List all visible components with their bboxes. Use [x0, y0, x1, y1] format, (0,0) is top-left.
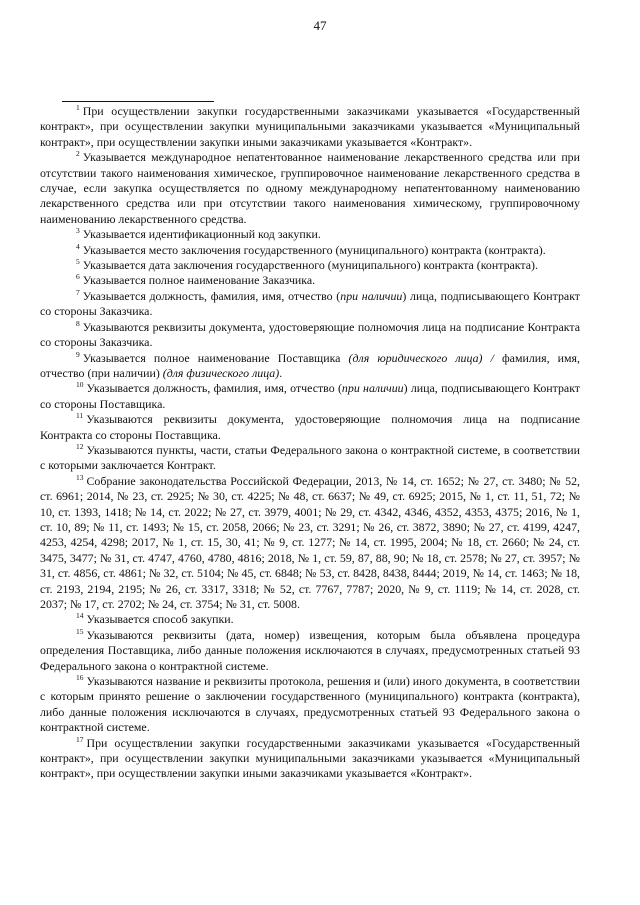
footnote-number: 13 — [76, 472, 84, 482]
footnote-text: Указывается должность, фамилия, имя, отчество ( — [86, 381, 342, 396]
footnote-11 — [40, 412, 580, 443]
footnote-text: Указывается способ закупки. — [86, 612, 234, 627]
footnote-italic-text: (для физического лица) — [162, 365, 280, 380]
footnote-7 — [40, 289, 580, 320]
footnote-text: Собрание законодательства Российской Федерации, 2013, № 14, ст. 1652; № 27, ст. 3480; № 52, ст. 6961; 2014, № 23, ст. 2925; № 30, ст. 4225; № 48, ст. 6637; № 49, ст. 6925; 2015, № 1, ст. 11, 51, 72; № 10, ст. 1393, 1418; № 14, ст. 2022; № 27, ст. 3979, 4001; № 29, ст. 4342, 4346, 4352, 4353, 4375; 2016, № 1, ст. 10, 89; № 11, ст. 1493; № 15, ст. 2058, 2066; № 23, ст. 3291; № 26, ст. 3872, 3890; № 27, ст. 4199, 4247, 4253, 4254, 4298; 2017, № 1, ст. 15, 30, 41; № 9, ст. 1277; № 14, ст. 1995, 2004; № 18, ст. 2660; № 24, ст. 3475, 3477; № 31, ст. 4747, 4760, 4780, 4816; 2018, № 1, ст. 59, 87, 88, 90; № 18, ст. 2578; № 27, ст. 3957; № 31, ст. 4856, ст. 4861; № 32, ст. 5104; № 45, ст. 6848; № 53, ст. 8428, 8438, 8444; 2019, № 14, ст. 1463; № 18, ст. 2193, 2194, 2195; № 26, ст. 3317, 3318; № 52, ст. 7767, 7787; 2020, № 9, ст. 1119; № 14, ст. 2028, ст. 2037; № 17, ст. 2702; № 24, ст. 3754; № 31, ст. 5008. — [40, 473, 580, 611]
footnote-text: Указываются название и реквизиты протокола, решения и (или) иного документа, в соответствии с которым принято решение о заключении государственного (муниципального) контракта (контракта), либо данные положения исключаются в случаях, предусмотренных статьей 93 Федерального закона о контрактной системе. — [40, 674, 580, 735]
footnote-italic-text: (для юридического лица) / — [348, 350, 494, 365]
footnote-number: 6 — [76, 272, 80, 282]
footnote-6 — [40, 273, 580, 288]
footnote-separator — [62, 101, 214, 102]
footnote-text: Указывается полное наименование Поставщика — [82, 350, 349, 365]
footnote-italic-text: при наличии — [340, 288, 403, 303]
footnotes-block — [40, 104, 580, 782]
footnote-number: 3 — [76, 226, 80, 236]
footnote-1 — [40, 104, 580, 150]
footnote-text: Указываются реквизиты (дата, номер) извещения, которым была объявлена процедура определения Поставщика, либо данные положения исключаются в случаях, предусмотренных статьей 93 Федерального закона о контрактной системе. — [40, 627, 580, 673]
footnote-text: ) лица, подписывающего Контракт со стороны Поставщика. — [40, 381, 581, 411]
footnote-number: 11 — [76, 411, 84, 421]
footnote-italic-text: при наличии — [341, 381, 404, 396]
footnote-text: При осуществлении закупки государственными заказчиками указывается «Государственный контракт», при осуществлении закупки муниципальными заказчиками указывается «Муниципальный контракт», при осуществлении закупки иными заказчиками указывается «Контракт». — [40, 735, 580, 781]
footnote-text: Указываются реквизиты документа, удостоверяющие полномочия лица на подписание Контракта со стороны Поставщика. — [40, 412, 580, 442]
footnote-17 — [40, 736, 580, 782]
footnote-4 — [40, 243, 580, 258]
footnote-text: Указываются пункты, части, статьи Федерального закона о контрактной системе, в соответствии с которыми заключается Контракт. — [40, 442, 580, 473]
footnote-16 — [40, 674, 580, 736]
footnote-8 — [40, 320, 580, 351]
footnote-number: 1 — [76, 103, 80, 112]
footnote-text: Указывается должность, фамилия, имя, отчество ( — [82, 288, 341, 303]
footnote-5 — [40, 258, 580, 273]
footnote-text: Указывается идентификационный код закупки. — [82, 227, 321, 242]
footnote-3 — [40, 227, 580, 242]
page-number: 47 — [313, 18, 327, 33]
footnote-text: ) лица, подписывающего Контракт со стороны Заказчика. — [40, 288, 581, 319]
footnote-number: 5 — [76, 257, 80, 267]
footnote-number: 9 — [76, 349, 80, 359]
footnote-text: Указывается международное непатентованное наименование лекарственного средства или при отсутствии такого наименования химическое, группировочное наименование лекарственного средства в случае, если закупка осуществляется по одному международному непатентованному наименованию лекарственного средства или при отсутствии такого наименования химическому, группировочному наименованию лекарственного средства. — [40, 150, 580, 226]
footnote-number: 2 — [76, 149, 80, 159]
footnote-number: 8 — [76, 318, 80, 328]
footnote-number: 14 — [76, 611, 84, 621]
footnote-text: . — [279, 365, 283, 380]
footnote-text: Указывается полное наименование Заказчика. — [82, 273, 316, 288]
footnote-number: 10 — [76, 380, 84, 390]
footnote-text: фамилия, имя, отчество (при наличии) — [40, 350, 580, 380]
footnote-number: 7 — [76, 287, 80, 297]
footnote-13 — [40, 474, 580, 613]
footnote-14 — [40, 612, 580, 627]
footnote-number: 17 — [76, 734, 84, 744]
footnote-9 — [40, 351, 580, 382]
footnote-number: 12 — [76, 441, 84, 451]
footnote-10 — [40, 381, 580, 412]
footnote-2 — [40, 150, 580, 227]
footnote-text: Указываются реквизиты документа, удостоверяющие полномочия лица на подписание Контракта со стороны Заказчика. — [40, 319, 580, 350]
footnote-number: 16 — [76, 673, 84, 683]
footnote-number: 4 — [76, 241, 80, 251]
footnote-text: Указывается место заключения государственного (муниципального) контракта (контракта). — [82, 242, 546, 257]
footnote-number: 15 — [76, 626, 84, 636]
footnote-text: Указывается дата заключения государственного (муниципального) контракта (контракта). — [82, 258, 538, 273]
footnote-15 — [40, 628, 580, 674]
footnote-12 — [40, 443, 580, 474]
footnote-text: При осуществлении закупки государственными заказчиками указывается «Государственный контракт», при осуществлении закупки муниципальными заказчиками указывается «Муниципальный контракт», при осуществлении закупки иными заказчиками указывается «Контракт». — [40, 104, 580, 149]
